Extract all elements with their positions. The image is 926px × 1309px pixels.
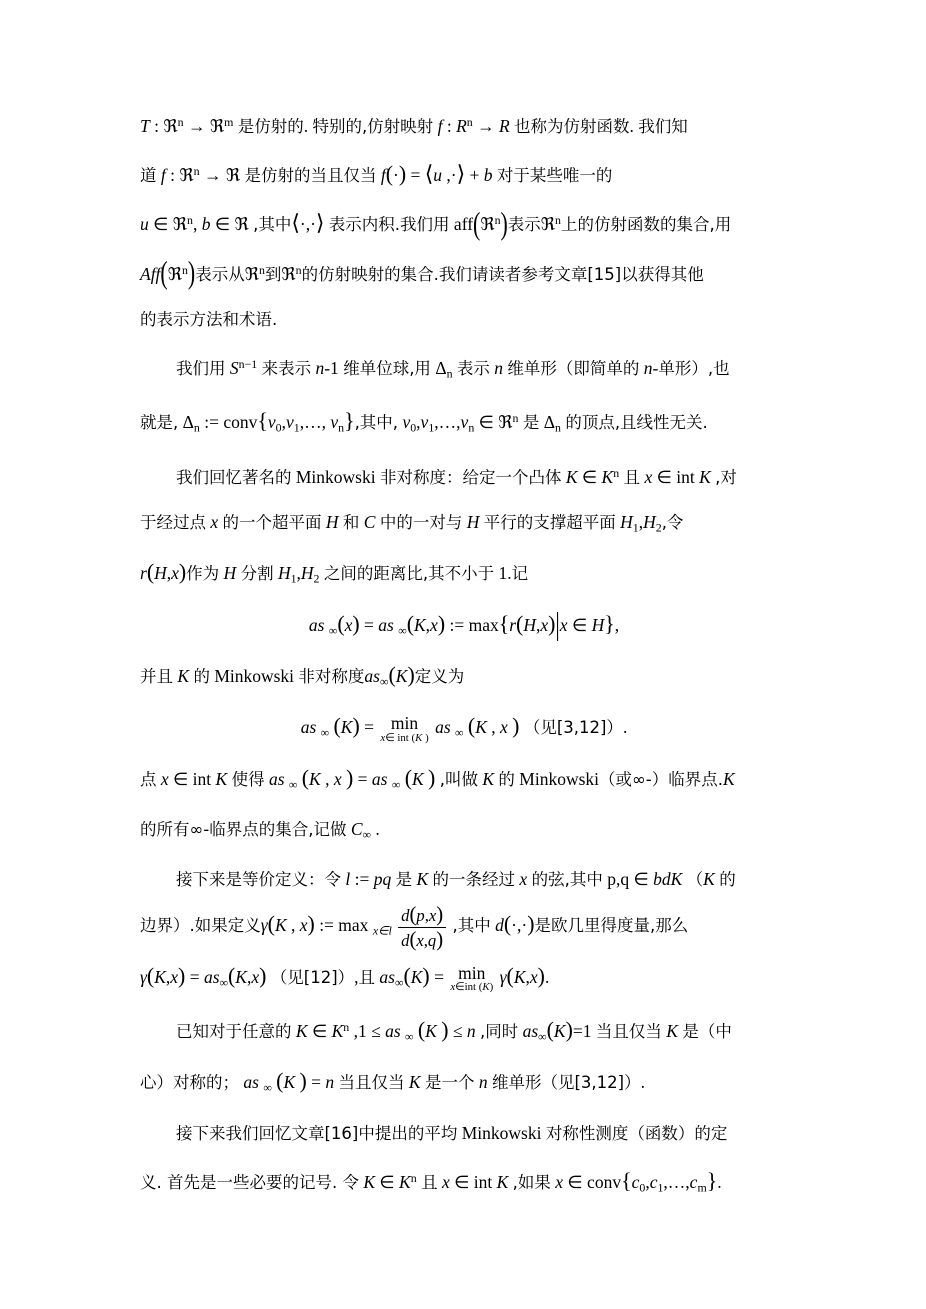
paragraph-simplex-line1: 我们用 $S^{n-1}$ 来表示 n-1 维单位球,用 Δn 表示 n 维单形（即简单的 n-单形）,也 <box>176 356 730 381</box>
equation-as-infinity-def: as ∞(x) = as ∞(K,x) := max{r(H,x)|x ∈ H}, <box>308 606 620 641</box>
paragraph-simplex-line2: 就是, Δn := conv{v0,v1,…, vn},其中, v0,v1,…,vn ∈ ℜ$^n$ 是 Δn 的顶点,且线性无关. <box>140 409 708 435</box>
paragraph-equiv-line2: 边界）.如果定义γ(K , x) := max $_{x\in l}$ $\frac{d(p,x)}{d(x,q)}$ ,其中 d(·,·)是欧几里得度量,那么 <box>140 903 689 951</box>
min-operator: min x∈ int (K ) <box>380 713 429 744</box>
paragraph-minkowski-line3: r(H,x)作为 H 分割 H1,H2 之间的距离比,其不小于 1.记 <box>140 560 529 586</box>
paragraph-affine-line4: Aff(ℜ$^n$)表示从ℜ$^n$到ℜ$^n$的仿射映射的集合.我们请读者参考文章[15]以获得其他 <box>140 255 704 290</box>
paragraph-equiv-line1: 接下来是等价定义：令 l := pq 是 K 的一条经过 x 的弦,其中 p,q ∈ bdK （K 的 <box>176 869 736 890</box>
paragraph-minkowski-line1: 我们回忆著名的 Minkowski 非对称度：给定一个凸体 K ∈ $K^n$ 且 x ∈ int K ,对 <box>176 465 737 487</box>
paragraph-known-line2: 心）对称的； as ∞ (K ) = n 当且仅当 K 是一个 n 维单形（见[3,12]）. <box>140 1069 645 1095</box>
equation-as-infinity-min: as ∞ (K) = min x∈ int (K ) as ∞ (K , x ) （见[3,12]）. <box>300 713 628 744</box>
paragraph-affine-line5: 的表示方法和术语. <box>140 309 278 329</box>
paragraph-affine-line2: 道 f : ℜ$^n$ → ℜ 是仿射的当且仅当 f(·) = ⟨u ,·⟩ + b 对于某些唯一的 <box>140 162 613 187</box>
paragraph-affine-line3: u ∈ ℜ$^n$, b ∈ ℜ ,其中⟨·,·⟩ 表示内积.我们用 aff(ℜ$^n$)表示ℜ$^n$上的仿射函数的集合,用 <box>140 205 732 241</box>
paragraph-minkowski-line2: 于经过点 x 的一个超平面 H 和 C 中的一对与 H 平行的支撑超平面 H1,H2,令 <box>140 511 684 535</box>
paragraph-next-line1: 接下来我们回忆文章[16]中提出的平均 Minkowski 对称性测度（函数）的定 <box>176 1122 728 1143</box>
fraction-d-p-x-over-d-x-q: $\frac{d(p,x)}{d(x,q)}$ <box>398 903 446 951</box>
min-operator-gamma: min x∈int (K) <box>450 962 494 994</box>
paragraph-after-eq2-line2: 的所有∞-临界点的集合,记做 C∞ . <box>140 818 380 842</box>
paragraph-equiv-line3: γ(K,x) = as∞(K,x) （见[12]）,且 as∞(K) = min x∈int (K) γ(K,x). <box>140 962 550 994</box>
paragraph-next-line2: 义. 首先是一些必要的记号. 令 K ∈ $K^n$ 且 x ∈ int K ,如果 x ∈ conv{c0,c1,…,cm}. <box>140 1168 722 1195</box>
paragraph-known-line1: 已知对于任意的 K ∈ $K^n$ ,1 ≤ as ∞ (K ) ≤ n ,同时 as∞(K)=1 当且仅当 K 是（中 <box>176 1018 732 1044</box>
page-content <box>140 100 788 1210</box>
paragraph-affine-line1: T : ℜ$^n$ → ℜ$^m$ 是仿射的. 特别的,仿射映射 f : $R^n \to R$ 也称为仿射函数. 我们知 <box>140 115 688 137</box>
paragraph-after-eq2-line1: 点 x ∈ int K 使得 as ∞ (K , x ) = as ∞ (K ) ,叫做 K 的 Minkowski（或∞-）临界点.K <box>140 765 735 791</box>
paragraph-after-eq1: 并且 K 的 Minkowski 非对称度as∞(K)定义为 <box>140 662 465 689</box>
